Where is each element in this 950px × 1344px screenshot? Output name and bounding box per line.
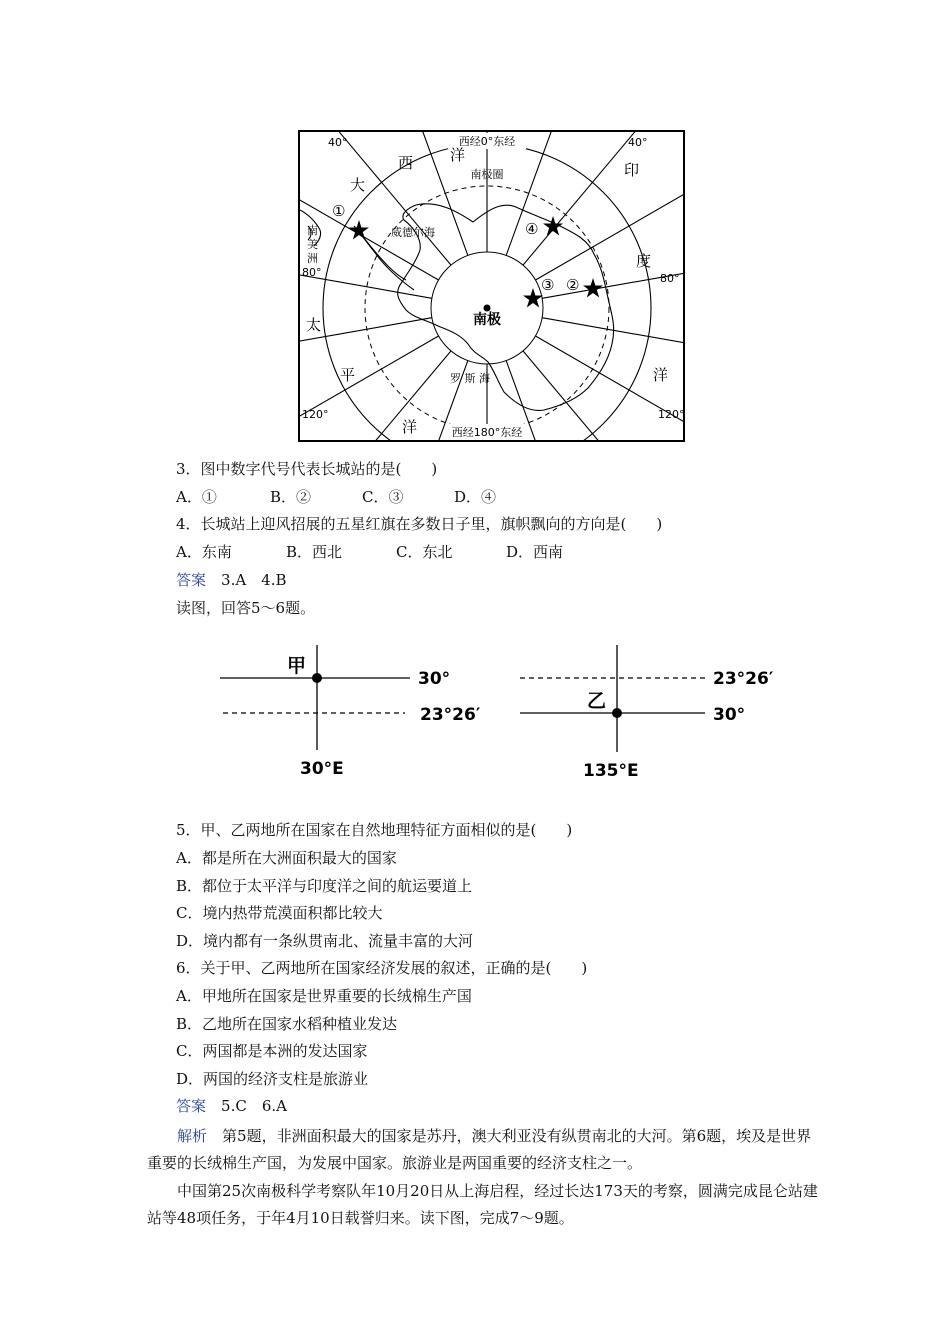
ocean-label-yang-pacific: 洋 <box>402 418 418 436</box>
degree-label-ne: 40° <box>628 136 648 149</box>
q3-option-d: D．④ <box>454 488 497 506</box>
q6-option-b: B．乙地所在国家水稻种植业发达 <box>176 1015 398 1033</box>
q5-option-d: D．境内都有一条纵贯南北、流量丰富的大河 <box>176 932 474 950</box>
q3-option-b: B．② <box>270 488 312 506</box>
q4-option-b: B．西北 <box>286 543 343 561</box>
analysis-text: 第5题，非洲面积最大的国家是苏丹，澳大利亚没有纵贯南北的大河。第6题，埃及是世界重要的长绒棉生产国，为发展中国家。旅游业是两国重要的经济支柱之一。 <box>147 1127 812 1172</box>
weddell-sea-label: 威德尔海 <box>391 226 435 239</box>
q5-option-c: C．境内热带荒漠面积都比较大 <box>176 904 383 922</box>
ross-sea-label: 罗 斯 海 <box>450 372 490 385</box>
degree-label-se: 120° <box>658 408 685 421</box>
label-jia: 甲 <box>287 655 307 677</box>
marker-label-4: ④ <box>525 220 539 238</box>
answer-label: 答案 <box>176 1097 207 1115</box>
point-yi <box>612 708 622 718</box>
marker-label-3: ③ <box>541 276 555 294</box>
answer-5-6 <box>176 1096 287 1116</box>
south-america-label-1: 南 <box>307 224 318 237</box>
question-4-stem: 4．长城站上迎风招展的五星红旗在多数日子里，旗帜飘向的方向是( ) <box>176 515 663 533</box>
degree-label-nw: 40° <box>328 136 348 149</box>
ocean-label-ping: 平 <box>340 366 356 384</box>
answer-label: 答案 <box>176 571 207 589</box>
degree-label-w80: 80° <box>302 266 322 279</box>
marker-label-1: ① <box>332 202 346 220</box>
q3-option-a: A．① <box>176 488 217 506</box>
marker-label-2: ② <box>566 276 580 294</box>
label-jia-lat-2326: 23°26′ <box>420 705 481 725</box>
ocean-label-du: 度 <box>636 252 652 270</box>
question-5-stem: 5．甲、乙两地所在国家在自然地理特征方面相似的是( ) <box>176 821 573 839</box>
latitude-figure <box>215 640 775 785</box>
question-4-options <box>176 542 563 562</box>
meridian-180-label: 西经180°东经 <box>451 426 523 439</box>
question-3-options <box>176 487 496 507</box>
ocean-label-xi: 西 <box>398 154 414 172</box>
ocean-label-yin: 印 <box>624 161 640 179</box>
ocean-label-tai: 太 <box>306 316 322 334</box>
antarctic-map <box>298 130 685 442</box>
analysis-label: 解析 <box>177 1127 208 1145</box>
point-jia <box>312 673 322 683</box>
q4-option-d: D．西南 <box>506 543 564 561</box>
degree-label-e80: 80° <box>660 272 680 285</box>
south-america-label-3: 洲 <box>307 252 318 265</box>
q5-option-b: B．都位于太平洋与印度洋之间的航运要道上 <box>176 877 473 895</box>
ocean-label-yang-indian: 洋 <box>653 366 669 384</box>
label-jia-lon: 30°E <box>300 759 344 779</box>
antarctic-circle-label: 南极圈 <box>470 168 504 181</box>
answer-3-4 <box>176 570 287 590</box>
ocean-label-yang-atlantic: 洋 <box>450 146 466 164</box>
answer-text: 5.C 6.A <box>221 1097 287 1115</box>
degree-label-sw: 120° <box>302 408 329 421</box>
q4-option-c: C．东北 <box>396 543 453 561</box>
label-yi-lat-2326: 23°26′ <box>713 669 774 689</box>
label-jia-lat-30: 30° <box>418 669 451 689</box>
q6-option-d: D．两国的经济支柱是旅游业 <box>176 1070 369 1088</box>
south-america-label-2: 美 <box>307 238 318 251</box>
q5-option-a: A．都是所在大洲面积最大的国家 <box>176 849 397 867</box>
question-3-stem: 3．图中数字代号代表长城站的是( ) <box>176 460 438 478</box>
label-yi-lat-30: 30° <box>713 705 746 725</box>
q6-option-a: A．甲地所在国家是世界重要的长绒棉生产国 <box>176 987 472 1005</box>
passage-paragraph: 中国第25次南极科学考察队年10月20日从上海启程，经过长达173天的考察，圆满完成昆仑站建站等48项任务，于年4月10日载誉归来。读下图，完成7～9题。 <box>147 1182 818 1227</box>
q3-option-c: C．③ <box>362 488 404 506</box>
meridian-0-label: 西经0°东经 <box>458 135 516 148</box>
analysis-paragraph <box>147 1123 823 1177</box>
south-pole-label: 南极 <box>473 312 501 328</box>
answer-text: 3.A 4.B <box>221 571 287 589</box>
intro-5-6: 读图，回答5～6题。 <box>176 599 316 617</box>
ocean-label-da: 大 <box>350 176 366 194</box>
q6-option-c: C．两国都是本洲的发达国家 <box>176 1042 368 1060</box>
q4-option-a: A．东南 <box>176 543 232 561</box>
label-yi: 乙 <box>587 690 607 712</box>
label-yi-lon: 135°E <box>583 761 639 781</box>
question-6-stem: 6．关于甲、乙两地所在国家经济发展的叙述，正确的是( ) <box>176 959 588 977</box>
